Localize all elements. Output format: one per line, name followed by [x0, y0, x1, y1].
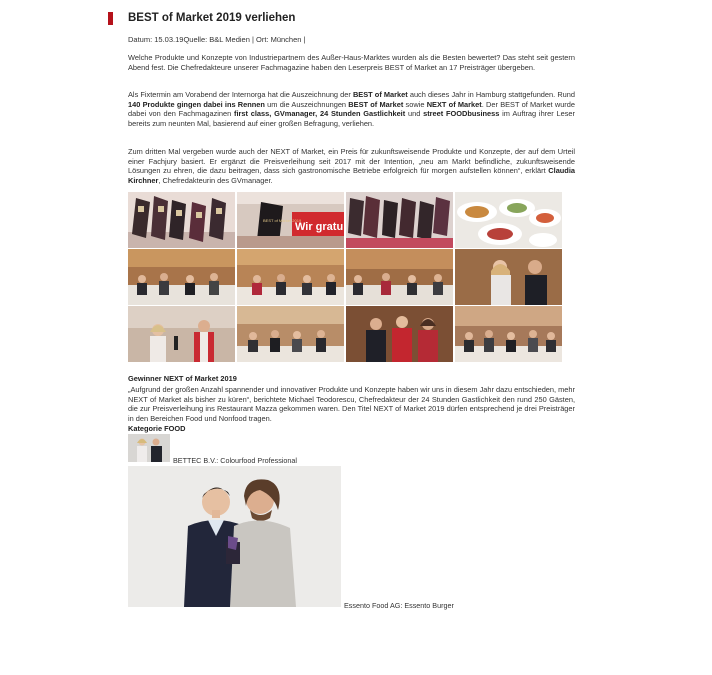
category-food-heading: Kategorie FOOD: [128, 424, 186, 433]
trophy-label: BEST of Market 2019: [263, 218, 302, 223]
gallery-photo-banner[interactable]: [237, 192, 344, 248]
article-title: BEST of Market 2019 verliehen: [128, 12, 296, 24]
next-of-market-paragraph: „Aufgrund der großen Anzahl spannender und innovativer Produkte und Konzepte haben wir uns in diesem Jahr dazu entschieden, mehr NEXT of Market als bisher zu küren“, berichtete Michael Teodorescu, Chefredakteur der 24 Stunden Gastlichkeit den rund 250 Gästen, die zur Preisverleihung ins Restaurant Mazza gekommen waren. Den Titel NEXT of Market 2019 dürfen entsprechend je drei Preisträger in den Bereichen Food und Nonfood tragen.: [128, 385, 575, 423]
next-award-paragraph: Zum dritten Mal vergeben wurde auch der NEXT of Market, ein Preis für zukunftsweisende Produkte und Konzepte, der auf dem Urteil einer Fachjury basiert. Er ergänzt die Preisverleihung seit 2017 mit der Intention, „neu am Markt befindliche, zukunftsweisende Lösungen zu ehren, die dazu beitragen, dass sich gastronomische Betriebe erfolgreich für morgen aufstellen können“, erklärt Claudia Kirchner, Chefredakteurin des GVmanager.: [128, 147, 575, 185]
event-paragraph: Als Fixtermin am Vorabend der Internorga hat die Auszeichnung der BEST of Market auch dieses Jahr in Hamburg stattgefunden. Rund 140 Produkte gingen dabei ins Rennen um die Auszeichnungen BEST of Market sowie NEXT of Market. Der BEST of Market wurde dabei von den Fachmagazinen first class, GVmanager, 24 Stunden Gastlichkeit und street FOODbusiness im Auftrag ihrer Leser bereits zum neunten Mal, basierend auf einer großen Befragung, verliehen.: [128, 90, 575, 128]
winner-bettec-caption: BETTEC B.V.: Colourfood Professional: [173, 456, 297, 465]
gallery-photo-speaker[interactable]: [128, 306, 235, 362]
gallery-photo-guests-2[interactable]: [237, 249, 344, 305]
winner-bettec-thumbnail[interactable]: [128, 434, 170, 462]
winner-essento-caption: Essento Food AG: Essento Burger: [344, 601, 454, 610]
article-meta: Datum: 15.03.19Quelle: B&L Medien | Ort: München |: [128, 35, 306, 44]
winner-essento-photo[interactable]: [128, 466, 341, 607]
gallery-photo-trophies-1[interactable]: [128, 192, 235, 248]
gallery-photo-guests-1[interactable]: [128, 249, 235, 305]
title-accent-bar: [108, 12, 113, 25]
gallery-photo-guests-5[interactable]: [237, 306, 344, 362]
gallery-photo-guests-6[interactable]: [455, 306, 562, 362]
gallery-photo-group[interactable]: [346, 306, 453, 362]
gallery-photo-guests-3[interactable]: [346, 249, 453, 305]
photo-gallery: [128, 192, 562, 363]
banner-text: Wir gratu: [295, 221, 344, 233]
gallery-photo-trophies-2[interactable]: [346, 192, 453, 248]
intro-paragraph: Welche Produkte und Konzepte von Industriepartnern des Außer-Haus-Marktes wurden als die Besten bewertet? Das steht seit gestern Abend fest. Die Chefredakteure unserer Fachmagazine haben den Leserpreis BEST of Market an 17 Preisträger übergeben.: [128, 53, 575, 72]
gallery-photo-guests-4[interactable]: [455, 249, 562, 305]
gallery-photo-food[interactable]: [455, 192, 562, 248]
next-of-market-heading: Gewinner NEXT of Market 2019: [128, 374, 237, 383]
